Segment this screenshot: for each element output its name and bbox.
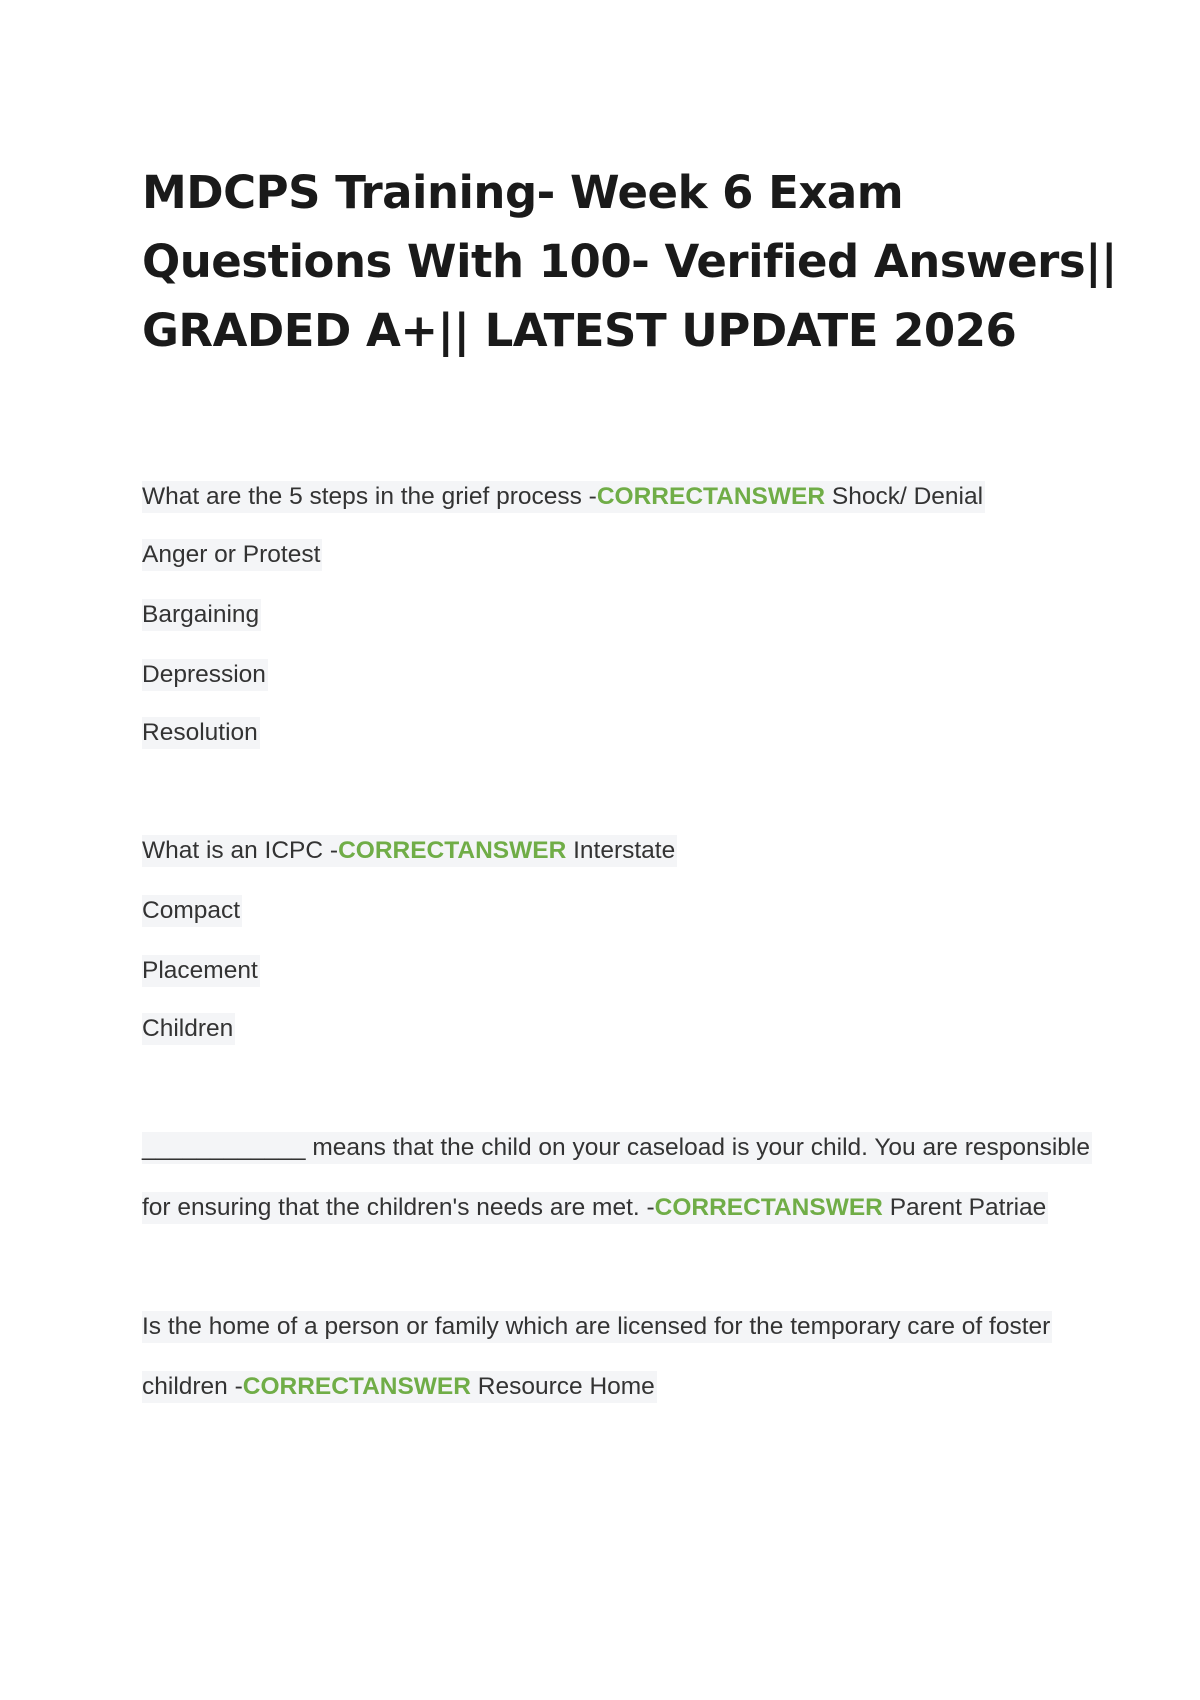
qa-2-question-text bbox=[142, 835, 677, 867]
qa-3-question-text bbox=[142, 1192, 1048, 1224]
qa-4-question-line bbox=[142, 1310, 1052, 1344]
qa-2-answer-item: Placement bbox=[142, 955, 260, 987]
qa-2-answer-item: Compact bbox=[142, 895, 242, 927]
qa-1-question: What are the 5 steps in the grief process - bbox=[142, 483, 597, 510]
title-line-1: MDCPS Training- Week 6 Exam bbox=[142, 166, 904, 219]
qa-2-answer-line bbox=[142, 894, 242, 928]
correct-answer-marker: CORRECTANSWER bbox=[338, 837, 567, 864]
qa-1-answer: Shock/ Denial bbox=[831, 483, 984, 510]
correct-answer-marker: CORRECTANSWER bbox=[242, 1373, 471, 1400]
qa-1-answer-item: Depression bbox=[142, 659, 268, 691]
qa-2-answer: Interstate bbox=[573, 837, 676, 864]
qa-1-answer-item: Bargaining bbox=[142, 599, 261, 631]
correct-answer-marker: CORRECTANSWER bbox=[596, 483, 826, 510]
qa-1-answer-line bbox=[142, 716, 260, 750]
qa-1-answer-line bbox=[142, 598, 261, 632]
qa-1-answer-line bbox=[142, 658, 268, 692]
qa-2-question-line bbox=[142, 834, 677, 868]
document-title bbox=[142, 158, 1117, 365]
qa-2-question: What is an ICPC - bbox=[142, 837, 339, 864]
qa-4-question-text bbox=[142, 1371, 657, 1403]
qa-3-question-part-1: ____________ means that the child on your caseload is your child. You are responsible bbox=[142, 1132, 1092, 1164]
title-line-3: GRADED A+|| LATEST UPDATE 2026 bbox=[142, 304, 1017, 357]
qa-3-answer: Parent Patriae bbox=[889, 1194, 1047, 1221]
qa-2-answer-item: Children bbox=[142, 1013, 235, 1045]
qa-4-question-part-1: Is the home of a person or family which are licensed for the temporary care of foster bbox=[142, 1311, 1052, 1343]
qa-1-answer-item: Resolution bbox=[142, 717, 260, 749]
qa-1-answer-line bbox=[142, 538, 322, 572]
qa-4-answer: Resource Home bbox=[477, 1373, 655, 1400]
qa-2-answer-line bbox=[142, 954, 260, 988]
title-line-2: Questions With 100- Verified Answers|| bbox=[142, 235, 1117, 288]
qa-2-answer-line bbox=[142, 1012, 235, 1046]
qa-1-answer-item: Anger or Protest bbox=[142, 539, 322, 571]
qa-1-question-line bbox=[142, 480, 985, 514]
qa-4-question-part-2: children - bbox=[142, 1373, 243, 1400]
qa-3-question-line bbox=[142, 1191, 1048, 1225]
correct-answer-marker: CORRECTANSWER bbox=[654, 1194, 883, 1221]
qa-3-question-line bbox=[142, 1131, 1092, 1165]
qa-1-question-text bbox=[142, 481, 985, 513]
qa-4-question-line bbox=[142, 1370, 657, 1404]
qa-3-question-part-2: for ensuring that the children's needs are met. - bbox=[142, 1194, 655, 1221]
